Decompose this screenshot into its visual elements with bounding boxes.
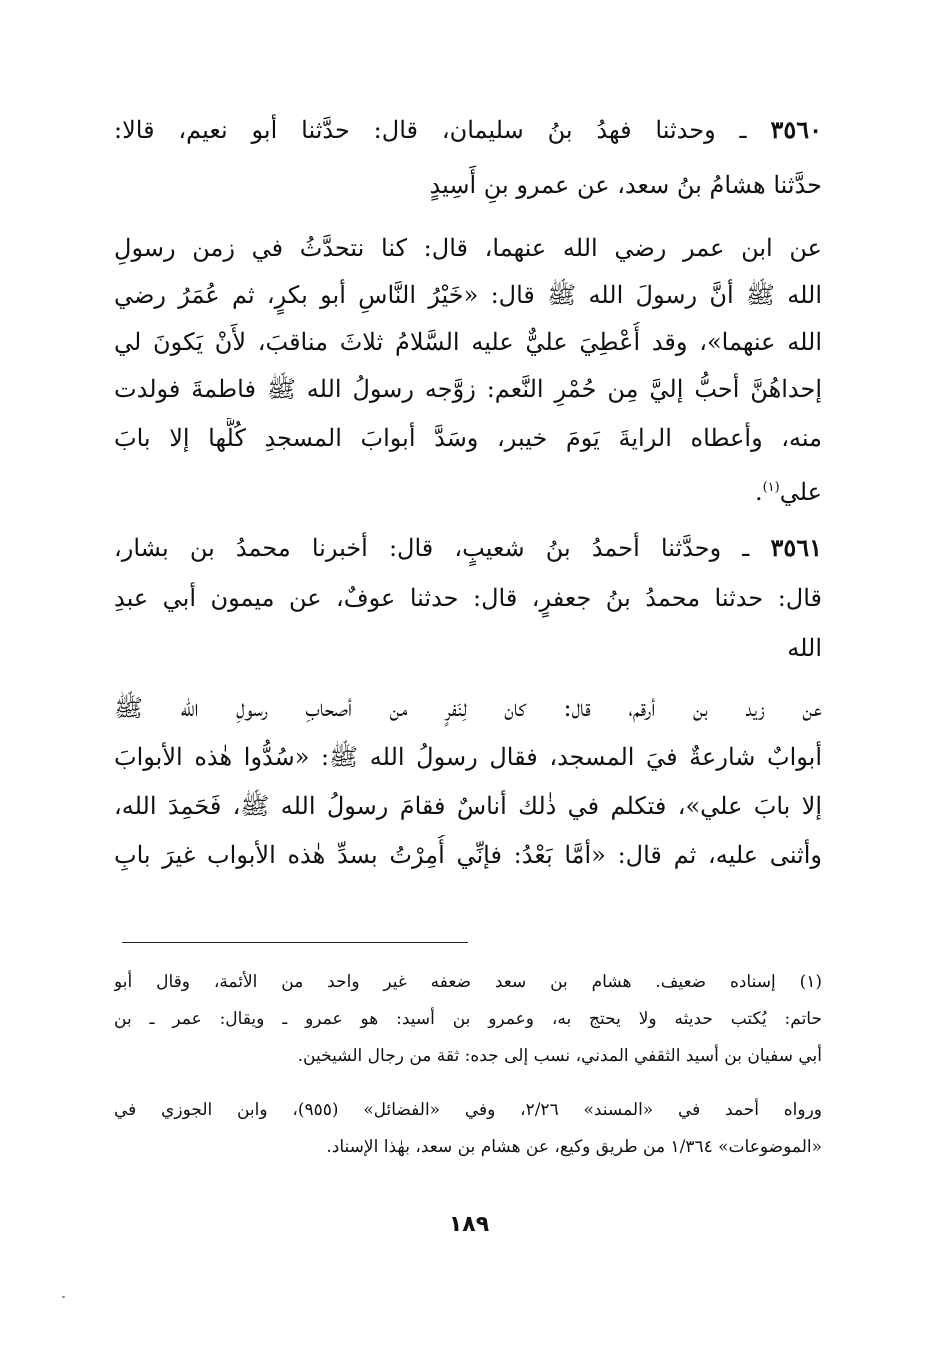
hadith-3560-matn-line-3: الله عنهما»، وقد أُعْطِيَ عليٌّ عليه السَّلامُ ثلاثَ مناقبَ، لأَنْ يَكونَ لي xyxy=(114,328,822,356)
hadith-3561-isnad-line-3: الله xyxy=(787,634,822,662)
hadith-3561-matn-line-3: إلا بابَ علي»، فتكلم في ذٰلك أناسٌ فقامَ رسولُ الله ﷺ، فَحَمِدَ الله، xyxy=(114,792,822,820)
hadith-3560-matn-line-4: إحداهُنَّ أحبُّ إليَّ مِن حُمْرِ النَّعم: زوَّجه رسولُ الله ﷺ فاطمةَ فولدت xyxy=(114,375,822,403)
footnote-line-5: «الموضوعات» ١/٣٦٤ من طريق وكيع، عن هشام بن سعد، بهٰذا الإسناد. xyxy=(326,1137,822,1157)
matn-text: علي xyxy=(779,478,822,506)
footnote-reference: (١) xyxy=(762,480,780,495)
hadith-3560-matn-line-2: الله ﷺ أنَّ رسولَ الله ﷺ قال: «خَيْرُ النَّاسِ أبو بكرٍ، ثم عُمَرُ رضي xyxy=(114,281,822,309)
hadith-3560-matn-line-1: عن ابن عمر رضي الله عنهما، قال: كنا نتحدَّثُ في زمن رسولِ xyxy=(114,234,822,262)
hadith-3561-matn-line-4: وأثنى عليه، ثم قال: «أمَّا بَعْدُ: فإنِّي أُمِرْتُ بسدِّ هٰذه الأبواب غيرَ بابِ xyxy=(114,841,822,869)
hadith-number: ٣٥٦١ xyxy=(770,533,822,562)
hadith-3560-matn-line-5: منه، وأعطاه الرايةَ يَومَ خيبر، وسَدَّ أبوابَ المسجدِ كُلَّها إلا بابَ xyxy=(114,424,822,452)
footnote-line-2: حاتم: يُكتب حديثه ولا يحتج به، وعمرو بن أسيد: هو عمرو ـ ويقال: عمر ـ بن xyxy=(114,1009,822,1029)
hadith-number: ٣٥٦٠ xyxy=(770,115,822,144)
isnad-text: ـ وحدَّثنا أحمدُ بنُ شعيبٍ، قال: أخبرنا محمدُ بن بشار، xyxy=(114,534,771,562)
hadith-3560-isnad-line-1 xyxy=(114,110,822,154)
hadith-3561-matn-line-1: عن زيد بن أرقم، قال: كان لِنَفرٍ من أصحابِ رسولِ الله ﷺ xyxy=(114,694,822,722)
hadith-3561-isnad-line-1 xyxy=(114,528,822,572)
footnote-line-4: ورواه أحمد في «المسند» ٢/٢٦، وفي «الفضائل» (٩٥٥)، وابن الجوزي في xyxy=(114,1100,822,1120)
hadith-3561-matn-line-2: أبوابٌ شارعةٌ فيَ المسجد، فقال رسولُ الله ﷺ: «سُدُّوا هٰذه الأبوابَ xyxy=(114,743,822,771)
hadith-3560-isnad-line-2: حدَّثنا هشامُ بنُ سعد، عن عمرو بنِ أَسِيدٍ xyxy=(429,171,822,199)
hadith-3561-isnad-line-2: قال: حدثنا محمدُ بنُ جعفرٍ، قال: حدثنا عوفٌ، عن ميمون أبي عبدِ xyxy=(114,584,822,612)
hadith-3560-matn-line-6: علي$^{(١)}$. xyxy=(754,478,822,506)
page-number: ١٨٩ xyxy=(448,1212,490,1237)
isnad-text: ـ وحدثنا فهدُ بنُ سليمان، قال: حدَّثنا أبو نعيم، قالا: xyxy=(114,116,771,144)
footnote-line-3: أبي سفيان بن أسيد الثقفي المدني، نسب إلى جده: ثقة من رجال الشيخين. xyxy=(297,1046,822,1066)
footnote-line-1: (١) إسناده ضعيف. هشام بن سعد ضعفه غير واحد من الأئمة، وقال أبو xyxy=(114,972,822,992)
scan-speck xyxy=(62,1296,65,1298)
footnote-separator xyxy=(122,942,468,943)
